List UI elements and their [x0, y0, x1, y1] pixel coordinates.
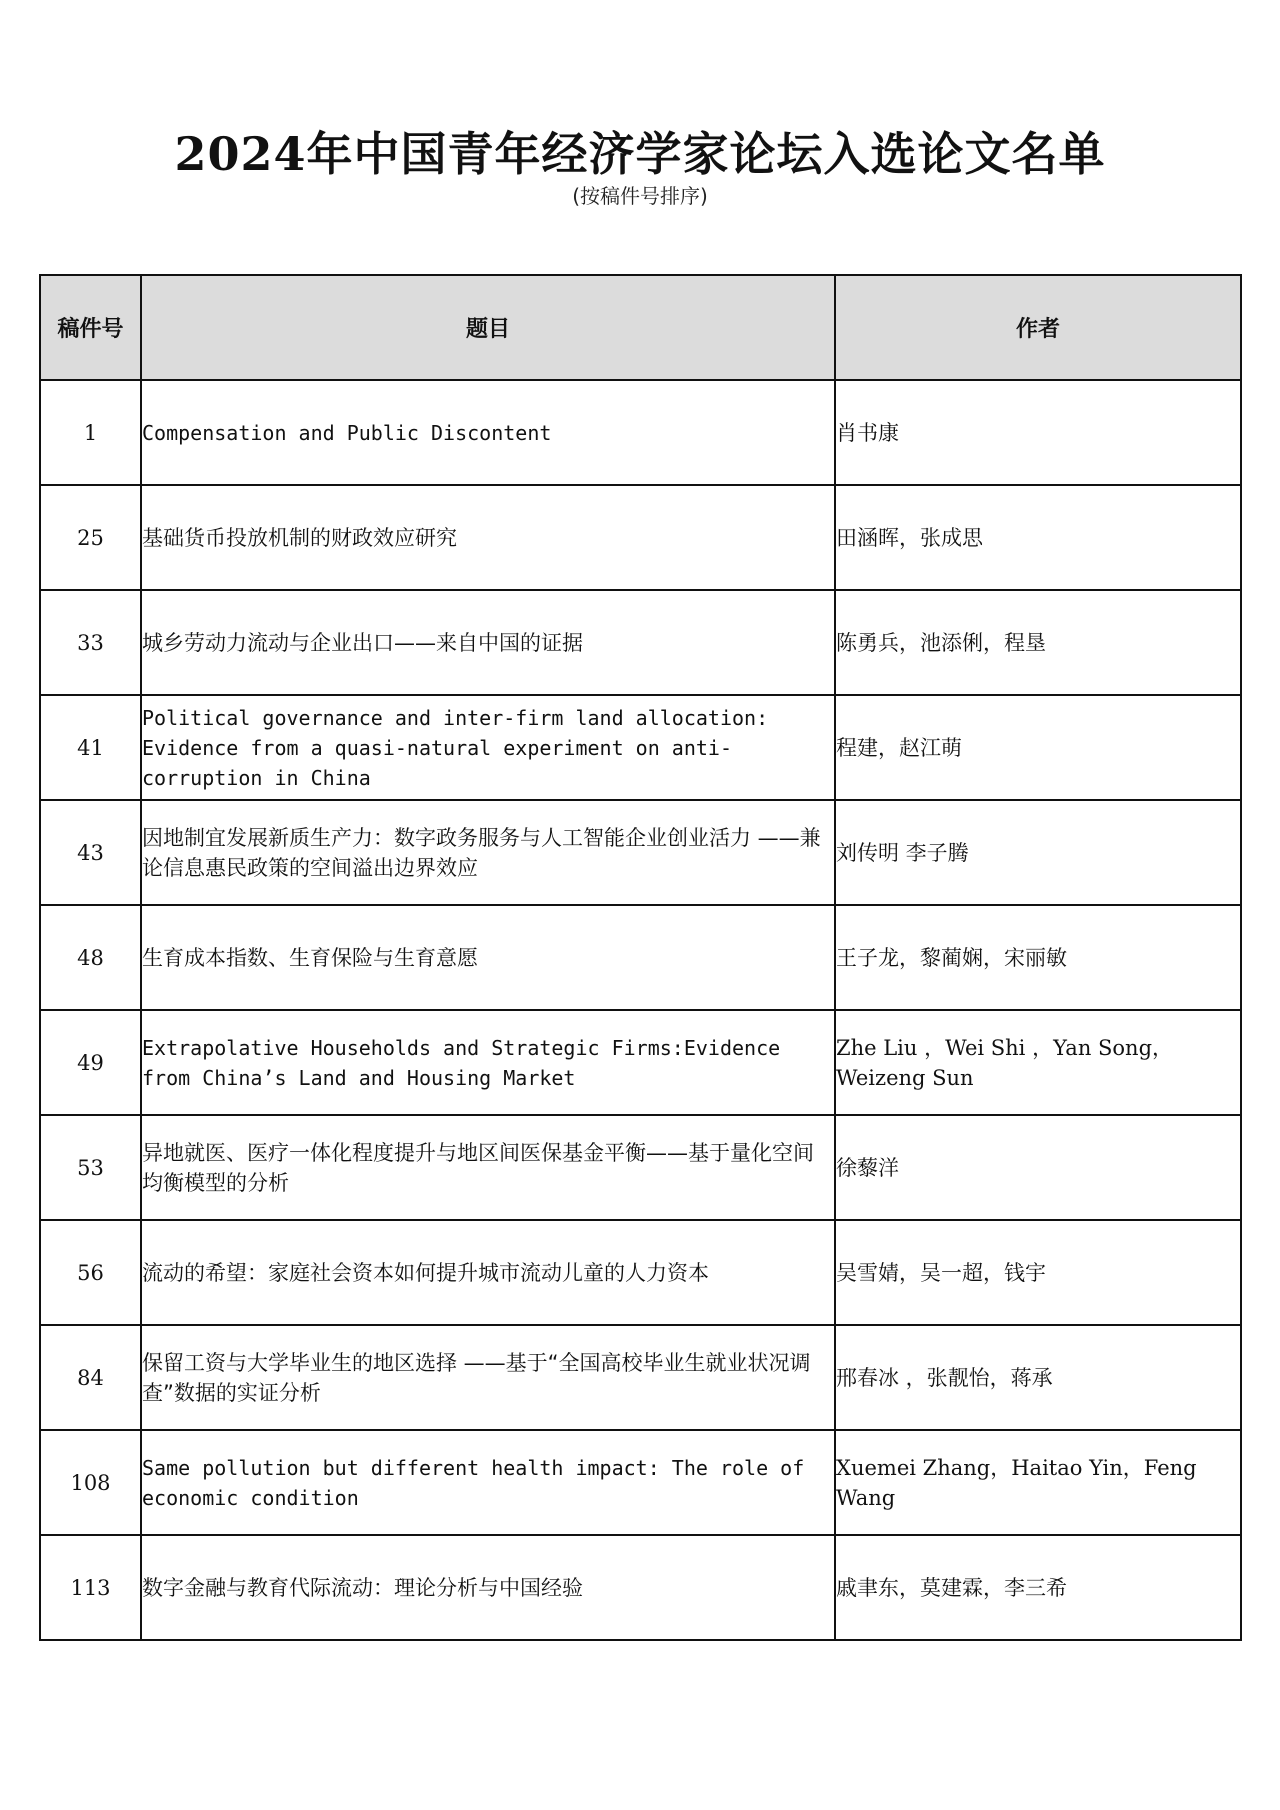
paper-number: 56 [40, 1220, 141, 1325]
paper-authors: 程建，赵江萌 [835, 695, 1241, 800]
paper-title: Compensation and Public Discontent [141, 380, 835, 485]
paper-title: Political governance and inter-firm land allocation: Evidence from a quasi-natural experiment on anti-corruption in China [141, 695, 835, 800]
table-row [40, 590, 1241, 695]
table-row [40, 380, 1241, 485]
paper-authors: 戚聿东，莫建霖，李三希 [835, 1535, 1241, 1640]
table-row [40, 905, 1241, 1010]
table-row [40, 1010, 1241, 1115]
table-row [40, 1325, 1241, 1430]
paper-number: 84 [40, 1325, 141, 1430]
paper-authors: Zhe Liu ，Wei Shi ，Yan Song，Weizeng Sun [835, 1010, 1241, 1115]
column-header-title: 题目 [141, 275, 835, 380]
paper-authors: 吴雪婧，吴一超，钱宇 [835, 1220, 1241, 1325]
paper-title: 因地制宜发展新质生产力：数字政务服务与人工智能企业创业活力 ——兼论信息惠民政策的空间溢出边界效应 [141, 800, 835, 905]
paper-title: Extrapolative Households and Strategic Firms:Evidence from China’s Land and Housing Market [141, 1010, 835, 1115]
paper-authors: 陈勇兵，池添俐，程垦 [835, 590, 1241, 695]
table-row [40, 1220, 1241, 1325]
table-row [40, 1535, 1241, 1640]
column-header-number: 稿件号 [40, 275, 141, 380]
table-row [40, 1430, 1241, 1535]
paper-title: 基础货币投放机制的财政效应研究 [141, 485, 835, 590]
paper-authors: 徐藜洋 [835, 1115, 1241, 1220]
paper-title: 数字金融与教育代际流动：理论分析与中国经验 [141, 1535, 835, 1640]
table-row [40, 1115, 1241, 1220]
paper-title: 城乡劳动力流动与企业出口——来自中国的证据 [141, 590, 835, 695]
paper-authors: 田涵晖，张成思 [835, 485, 1241, 590]
paper-authors: 刘传明 李子腾 [835, 800, 1241, 905]
table-row [40, 695, 1241, 800]
paper-number: 113 [40, 1535, 141, 1640]
paper-number: 108 [40, 1430, 141, 1535]
paper-authors: 王子龙，黎蔺娴，宋丽敏 [835, 905, 1241, 1010]
paper-number: 43 [40, 800, 141, 905]
paper-number: 48 [40, 905, 141, 1010]
page-title: 2024年中国青年经济学家论坛入选论文名单 [174, 127, 1106, 181]
paper-number: 25 [40, 485, 141, 590]
column-header-authors: 作者 [835, 275, 1241, 380]
table-header-row [40, 275, 1241, 380]
paper-number: 49 [40, 1010, 141, 1115]
paper-number: 1 [40, 380, 141, 485]
table-row [40, 800, 1241, 905]
paper-list-table [39, 274, 1242, 1641]
paper-number: 33 [40, 590, 141, 695]
table-row [40, 485, 1241, 590]
page-subtitle: (按稿件号排序) [572, 184, 708, 208]
paper-title: 异地就医、医疗一体化程度提升与地区间医保基金平衡——基于量化空间均衡模型的分析 [141, 1115, 835, 1220]
paper-title: 保留工资与大学毕业生的地区选择 ——基于“全国高校毕业生就业状况调查”数据的实证分析 [141, 1325, 835, 1430]
paper-authors: 肖书康 [835, 380, 1241, 485]
paper-title: 生育成本指数、生育保险与生育意愿 [141, 905, 835, 1010]
paper-number: 41 [40, 695, 141, 800]
paper-title: 流动的希望：家庭社会资本如何提升城市流动儿童的人力资本 [141, 1220, 835, 1325]
paper-number: 53 [40, 1115, 141, 1220]
paper-authors: Xuemei Zhang，Haitao Yin，Feng Wang [835, 1430, 1241, 1535]
paper-authors: 邢春冰 ，张靓怡，蒋承 [835, 1325, 1241, 1430]
paper-title: Same pollution but different health impact: The role of economic condition [141, 1430, 835, 1535]
